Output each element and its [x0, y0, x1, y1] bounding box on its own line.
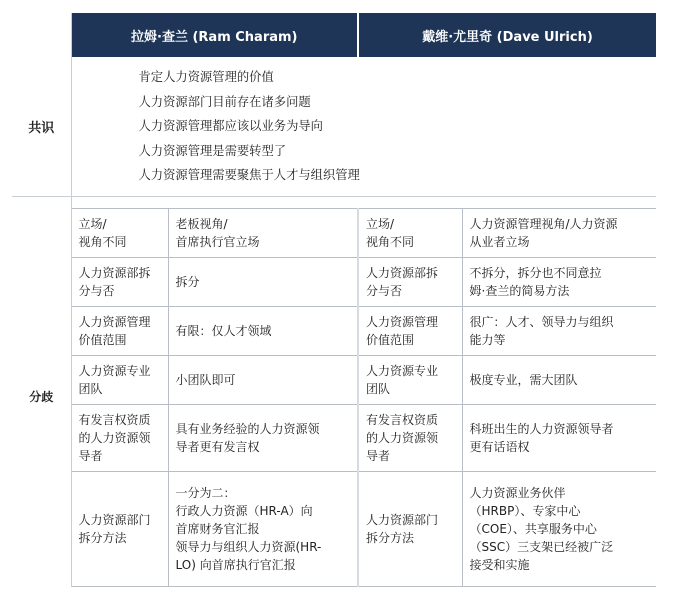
consensus-list: [71, 57, 656, 196]
ram-view-cell: 具有业务经验的人力资源领 导者更有发言权: [168, 404, 358, 471]
dave-dimension-cell: 立场/ 视角不同: [358, 208, 462, 257]
ram-dimension-cell: 有发言权资质 的人力资源领 导者: [71, 404, 168, 471]
consensus-row: [12, 57, 656, 196]
consensus-item: 人力资源管理是需要转型了: [138, 143, 287, 158]
header-dave-ulrich: 戴维·尤里奇 (Dave Ulrich): [358, 13, 656, 57]
table-row: [12, 257, 656, 306]
ram-dimension-cell: 立场/ 视角不同: [71, 208, 168, 257]
dave-view-cell: 很广：人才、领导力与组织 能力等: [462, 306, 656, 355]
table-row: [12, 404, 656, 471]
ram-view-cell: 拆分: [168, 257, 358, 306]
dave-dimension-cell: 人力资源管理 价值范围: [358, 306, 462, 355]
dave-view-cell: 人力资源管理视角/人力资源 从业者立场: [462, 208, 656, 257]
ram-view-cell: 小团队即可: [168, 355, 358, 404]
ram-dimension-cell: 人力资源专业 团队: [71, 355, 168, 404]
ram-dimension-cell: 人力资源部门 拆分方法: [71, 471, 168, 586]
consensus-item: 人力资源管理需要聚焦于人才与组织管理: [138, 168, 360, 182]
table-row: [12, 306, 656, 355]
dave-dimension-cell: 人力资源部拆 分与否: [358, 257, 462, 306]
ram-view-cell: 一分为二： 行政人力资源（HR-A）向 首席财务官汇报 领导力与组织人力资源(HR- LO) 向首席执行官汇报: [168, 471, 358, 586]
dave-dimension-cell: 有发言权资质 的人力资源领 导者: [358, 404, 462, 471]
dave-dimension-cell: 人力资源部门 拆分方法: [358, 471, 462, 586]
dave-view-cell: 科班出生的人力资源领导者 更有话语权: [462, 404, 656, 471]
ram-dimension-cell: 人力资源部拆 分与否: [71, 257, 168, 306]
header-corner: [12, 13, 71, 57]
consensus-label: 共识: [12, 57, 71, 196]
dave-view-cell: 极度专业，需大团队: [462, 355, 656, 404]
consensus-item: 肯定人力资源管理的价值: [138, 70, 274, 84]
divergence-label: 分歧: [12, 208, 71, 586]
comparison-table: [12, 13, 656, 587]
consensus-item: 人力资源管理都应该以业务为导向: [138, 119, 323, 133]
dave-view-cell: 不拆分，拆分也不同意拉 姆·查兰的简易方法: [462, 257, 656, 306]
dave-view-cell: 人力资源业务伙伴 （HRBP）、专家中心 （COE）、共享服务中心 （SSC）三支架已经被广泛 接受和实施: [462, 471, 656, 586]
table-row: [12, 471, 656, 586]
comparison-table-container: [12, 13, 656, 587]
header-ram-charan: 拉姆·查兰 (Ram Charam): [71, 13, 358, 57]
ram-dimension-cell: 人力资源管理 价值范围: [71, 306, 168, 355]
spacer-row: [12, 196, 656, 208]
table-row: [12, 355, 656, 404]
ram-view-cell: 老板视角/ 首席执行官立场: [168, 208, 358, 257]
header-row: [12, 13, 656, 57]
consensus-item: 人力资源部门目前存在诸多问题: [138, 94, 311, 109]
dave-dimension-cell: 人力资源专业 团队: [358, 355, 462, 404]
table-row: [12, 208, 656, 257]
ram-view-cell: 有限：仅人才领域: [168, 306, 358, 355]
